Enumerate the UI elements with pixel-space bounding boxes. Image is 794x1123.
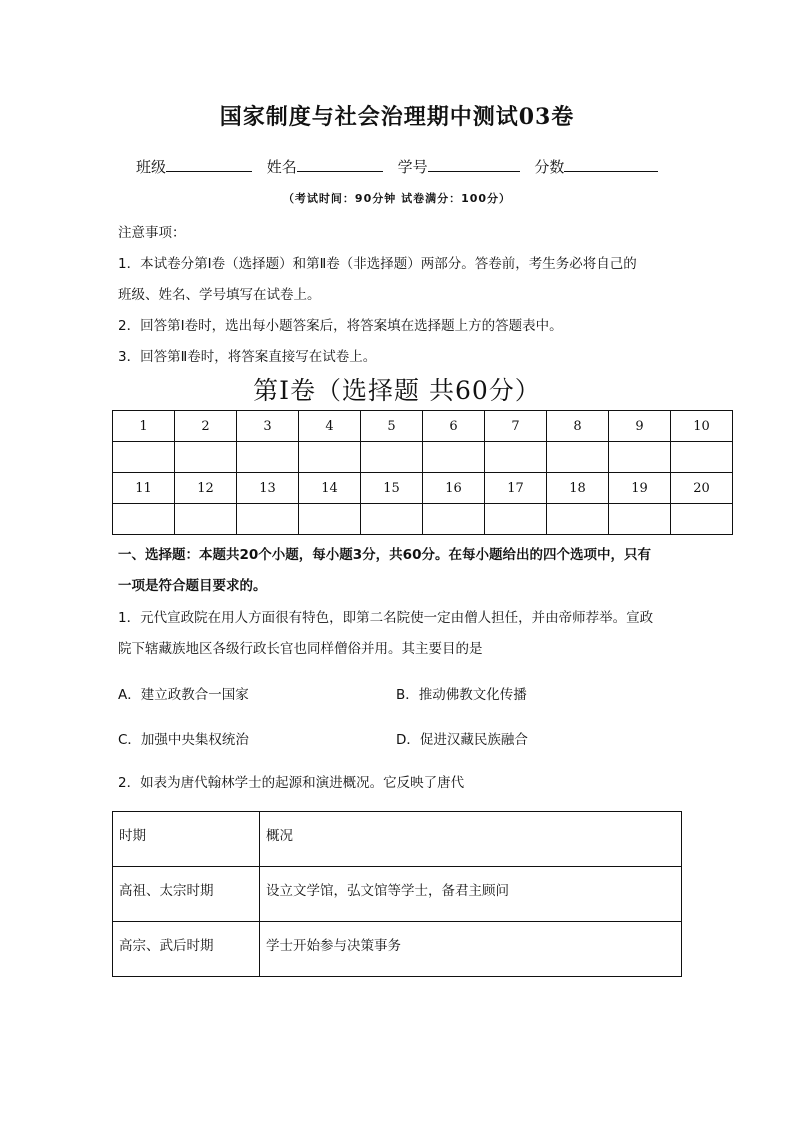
question-number: 6	[423, 411, 485, 442]
answer-cell[interactable]	[237, 504, 299, 535]
answer-row	[113, 504, 733, 535]
answer-cell[interactable]	[485, 442, 547, 473]
question-number: 14	[299, 473, 361, 504]
answer-grid-header-row	[113, 473, 733, 504]
name-blank[interactable]	[297, 157, 383, 172]
question-number: 9	[609, 411, 671, 442]
answer-cell[interactable]	[423, 504, 485, 535]
question-1	[118, 603, 708, 665]
question-number: 5	[361, 411, 423, 442]
notes-section	[118, 218, 698, 373]
question-number: 19	[609, 473, 671, 504]
question-number: 15	[361, 473, 423, 504]
table-row	[113, 812, 682, 867]
notes-item: 3．回答第Ⅱ卷时，将答案直接写在试卷上。	[118, 349, 377, 365]
question-number: 18	[547, 473, 609, 504]
question-number: 7	[485, 411, 547, 442]
question-1-options	[118, 683, 678, 753]
score-label: 分数	[534, 158, 565, 176]
option-a[interactable]: A．建立政教合一国家	[118, 687, 249, 703]
name-field[interactable]	[267, 156, 383, 177]
question-number: 13	[237, 473, 299, 504]
class-blank[interactable]	[166, 157, 252, 172]
score-field[interactable]	[534, 156, 658, 177]
table-cell	[113, 867, 260, 922]
page-title: 国家制度与社会治理期中测试03卷	[219, 104, 575, 130]
table-period: 高祖、太宗时期	[119, 883, 214, 899]
notes-heading: 注意事项：	[118, 225, 186, 241]
table-cell	[113, 812, 260, 867]
question-number: 12	[175, 473, 237, 504]
section-title: 第Ⅰ卷（选择题 共60分）	[253, 376, 541, 405]
question-number: 8	[547, 411, 609, 442]
student-id-label: 学号	[397, 158, 428, 176]
answer-cell[interactable]	[175, 504, 237, 535]
question-number: 4	[299, 411, 361, 442]
question-1-stem-cont: 院下辖藏族地区各级行政长官也同样僧俗并用。其主要目的是	[118, 641, 483, 657]
answer-cell[interactable]	[175, 442, 237, 473]
table-period: 高宗、武后时期	[119, 938, 214, 954]
notes-item: 班级、姓名、学号填写在试卷上。	[118, 287, 321, 303]
table-cell	[113, 922, 260, 977]
answer-cell[interactable]	[361, 442, 423, 473]
name-label: 姓名	[266, 158, 297, 176]
answer-grid	[112, 410, 733, 535]
answer-cell[interactable]	[299, 504, 361, 535]
table-cell	[260, 867, 682, 922]
answer-cell[interactable]	[113, 442, 175, 473]
answer-cell[interactable]	[361, 504, 423, 535]
intro-line: 一、选择题：本题共20个小题，每小题3分，共60分。在每小题给出的四个选项中，只有	[118, 547, 651, 563]
answer-cell[interactable]	[671, 442, 733, 473]
answer-cell[interactable]	[237, 442, 299, 473]
question-number: 11	[113, 473, 175, 504]
table-row	[113, 922, 682, 977]
table-row	[113, 867, 682, 922]
table-header-period: 时期	[119, 828, 146, 844]
option-b[interactable]: B．推动佛教文化传播	[396, 687, 527, 703]
answer-row	[113, 442, 733, 473]
answer-cell[interactable]	[299, 442, 361, 473]
student-id-blank[interactable]	[428, 157, 520, 172]
table-overview: 设立文学馆，弘文馆等学士，备君主顾问	[266, 883, 509, 899]
answer-cell[interactable]	[671, 504, 733, 535]
table-header-overview: 概况	[266, 828, 293, 844]
student-info-line	[136, 156, 668, 177]
section-intro	[118, 540, 708, 602]
answer-cell[interactable]	[547, 442, 609, 473]
question-number: 17	[485, 473, 547, 504]
question-1-stem: 1．元代宣政院在用人方面很有特色，即第二名院使一定由僧人担任，并由帝师荐举。宣政	[118, 610, 654, 626]
question-2	[118, 768, 708, 799]
answer-cell[interactable]	[485, 504, 547, 535]
option-c[interactable]: C．加强中央集权统治	[118, 732, 249, 748]
intro-line: 一项是符合题目要求的。	[118, 578, 267, 594]
table-cell	[260, 812, 682, 867]
notes-item: 1．本试卷分第Ⅰ卷（选择题）和第Ⅱ卷（非选择题）两部分。答卷前，考生务必将自己的	[118, 256, 637, 272]
question-number: 16	[423, 473, 485, 504]
question-number: 1	[113, 411, 175, 442]
class-label: 班级	[136, 158, 167, 176]
answer-cell[interactable]	[423, 442, 485, 473]
notes-item: 2．回答第Ⅰ卷时，选出每小题答案后，将答案填在选择题上方的答题表中。	[118, 318, 563, 334]
answer-cell[interactable]	[609, 442, 671, 473]
question-number: 20	[671, 473, 733, 504]
class-field[interactable]	[136, 156, 252, 177]
hanlin-table	[112, 811, 682, 977]
question-number: 3	[237, 411, 299, 442]
question-number: 10	[671, 411, 733, 442]
score-blank[interactable]	[564, 157, 658, 172]
question-number: 2	[175, 411, 237, 442]
answer-cell[interactable]	[547, 504, 609, 535]
answer-cell[interactable]	[609, 504, 671, 535]
question-2-stem: 2．如表为唐代翰林学士的起源和演进概况。它反映了唐代	[118, 775, 465, 791]
table-cell	[260, 922, 682, 977]
option-d[interactable]: D．促进汉藏民族融合	[396, 732, 528, 748]
answer-cell[interactable]	[113, 504, 175, 535]
answer-grid-header-row	[113, 411, 733, 442]
student-id-field[interactable]	[398, 156, 520, 177]
exam-meta: （考试时间：90分钟 试卷满分：100分）	[282, 192, 512, 205]
table-overview: 学士开始参与决策事务	[266, 938, 401, 954]
